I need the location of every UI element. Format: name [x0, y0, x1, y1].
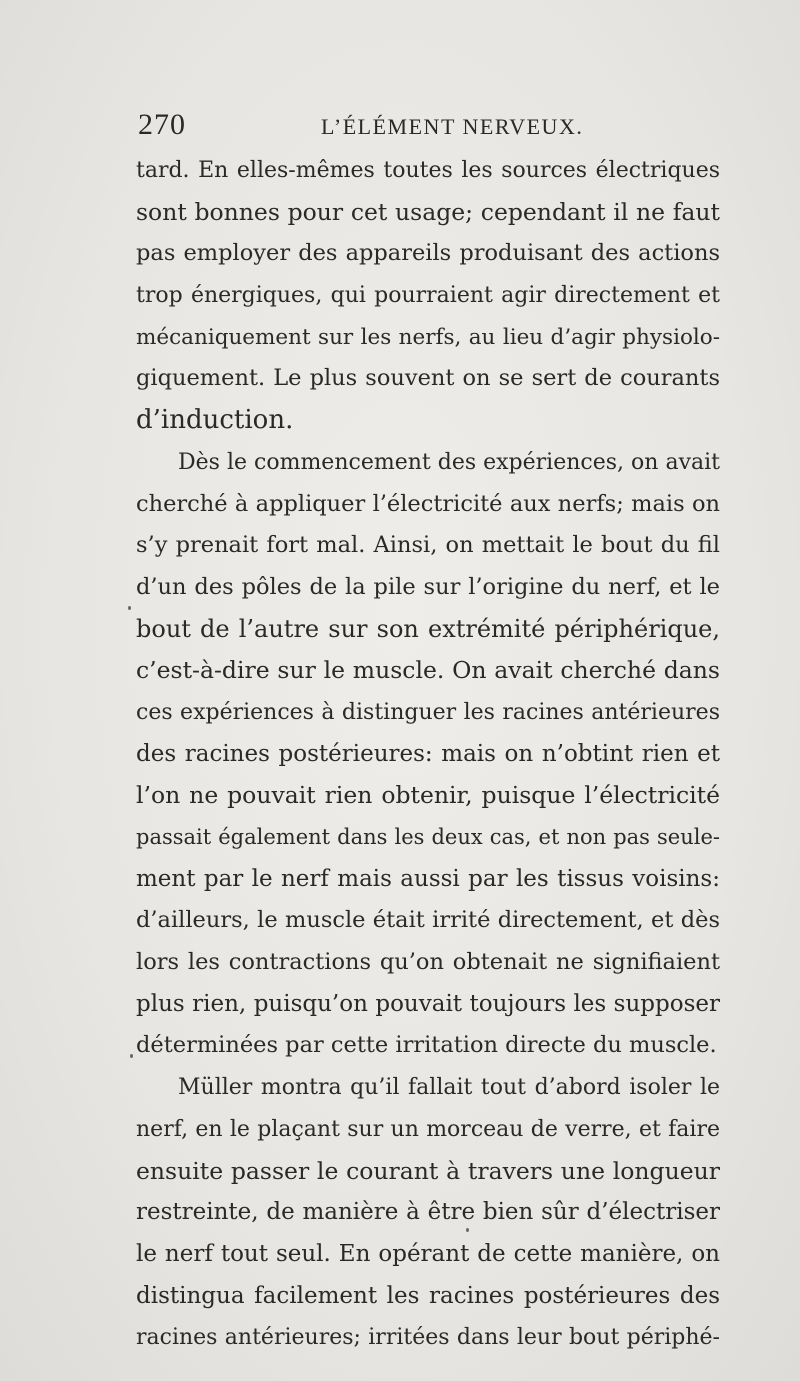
text-line: c’est-à-dire sur le muscle. On avait cherché dans: [136, 656, 720, 685]
text-line: s’y prenait fort mal. Ainsi, on mettait le bout du fil: [136, 532, 720, 559]
page-header: [138, 108, 718, 144]
text-line: cherché à appliquer l’électricité aux nerfs; mais on: [136, 490, 720, 517]
text-line: ces expériences à distinguer les racines antérieures: [136, 699, 720, 725]
text-line: restreinte, de manière à être bien sûr d’électriser: [136, 1199, 720, 1226]
text-line: distingua facilement les racines postérieures des: [136, 1282, 720, 1309]
text-line: pas employer des appareils produisant des actions: [136, 240, 720, 267]
paragraph: [136, 442, 720, 1067]
paragraph: [136, 1067, 720, 1359]
text-line: giquement. Le plus souvent on se sert de courants: [136, 365, 720, 392]
text-line: le nerf tout seul. En opérant de cette manière, on: [136, 1240, 720, 1267]
text-line: Müller montra qu’il fallait tout d’abord isoler le: [178, 1075, 720, 1101]
text-line: ensuite passer le courant à travers une longueur: [136, 1156, 720, 1185]
page-number: 270: [138, 108, 186, 141]
text-line: ment par le nerf mais aussi par les tissus voisins:: [136, 865, 720, 892]
text-line: nerf, en le plaçant sur un morceau de verre, et faire: [136, 1116, 720, 1142]
running-head: L’ÉLÉMENT NERVEUX.: [321, 114, 584, 139]
text-line: sont bonnes pour cet usage; cependant il ne faut: [136, 197, 720, 226]
text-line: passait également dans les deux cas, et non pas seule-: [136, 825, 720, 849]
paper-speck: [128, 606, 131, 610]
text-line: déterminées par cette irritation directe du muscle.: [136, 1032, 717, 1059]
text-line: bout de l’autre sur son extrémité périphérique,: [136, 614, 720, 643]
text-line: d’ailleurs, le muscle était irrité directement, et dès: [136, 907, 720, 934]
text-line: des racines postérieures: mais on n’obtint rien et: [136, 740, 720, 767]
text-line: racines antérieures; irritées dans leur bout périphé-: [136, 1325, 720, 1351]
paper-speck: [130, 1054, 133, 1058]
text-line: trop énergiques, qui pourraient agir directement et: [136, 283, 720, 309]
text-line: Dès le commencement des expériences, on avait: [178, 449, 720, 475]
paper-speck: [466, 1228, 469, 1232]
text-line: lors les contractions qu’on obtenait ne signifiaient: [136, 949, 720, 976]
paragraph: [136, 150, 720, 442]
body-text: [136, 150, 720, 1359]
text-line: mécaniquement sur les nerfs, au lieu d’agir physiolo-: [136, 324, 720, 350]
text-line: tard. En elles-mêmes toutes les sources électriques: [136, 158, 720, 183]
text-line: d’induction.: [136, 405, 294, 436]
text-line: plus rien, puisqu’on pouvait toujours les supposer: [136, 990, 720, 1017]
text-line: l’on ne pouvait rien obtenir, puisque l’électricité: [136, 781, 720, 810]
text-line: d’un des pôles de la pile sur l’origine du nerf, et le: [136, 573, 720, 600]
